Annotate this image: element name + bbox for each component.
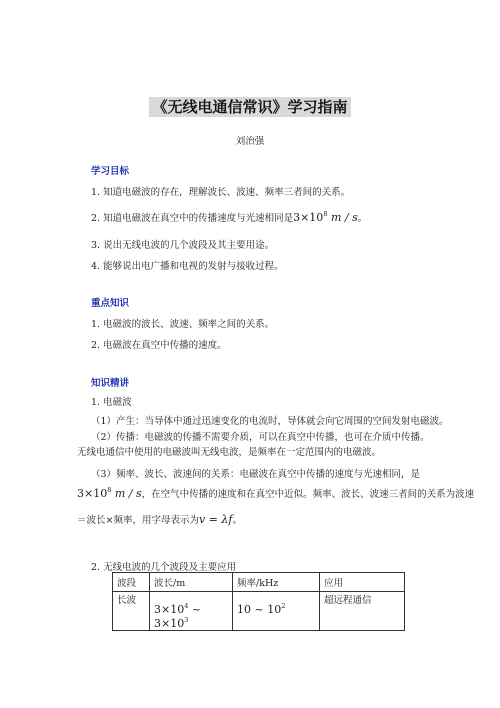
goal-item-2: 2. 知道电磁波在真空中的传播速度与光速相同是$3\times 10^8$ m / s。 — [91, 210, 368, 224]
detail-paragraph-1: （1）产生：当导体中通过迅速变化的电流时，导体就会向它周围的空间发射电磁波。 — [91, 416, 449, 427]
detail-paragraph-4: $3\times 10^8$ m / s，在空气中传播的速度和在真空中近似。频率、波长、波速三者间的关系为波速 — [77, 486, 475, 500]
table-header-cell: 波段 — [113, 573, 150, 592]
key-heading: 重点知识 — [91, 298, 130, 309]
document-title: 《无线电通信常识》学习指南 — [149, 97, 350, 117]
table-header-cell: 波长/m — [150, 573, 233, 592]
wave-formula: v = λf — [198, 513, 233, 526]
speed-formula: $3\times 10^8$ m / s — [293, 210, 358, 224]
detail-paragraph-5: ＝波长×频率，用字母表示为v = λf。 — [77, 513, 242, 526]
table-cell-frequency: 10 ~ $10^2$ — [233, 592, 320, 631]
table-cell-application: 超远程通信 — [320, 592, 405, 631]
author-name: 刘治强 — [235, 136, 265, 147]
detail-paragraph-3: （3）频率、波长、波速间的关系：电磁波在真空中传播的速度与光速相同，是 — [91, 469, 421, 480]
goal-item-3: 3. 说出无线电波的几个波段及其主要用途。 — [91, 240, 275, 251]
section2-heading: 2. 无线电波的几个波段及主要应用 — [91, 562, 237, 573]
goals-heading: 学习目标 — [91, 166, 130, 177]
goal-item-2-text: 2. 知道电磁波在真空中的传播速度与光速相同是 — [91, 213, 294, 224]
detail-paragraph-2: （2）传播：电磁波的传播不需要介质，可以在真空中传播，也可在介质中传播。无线电通信中使用的电磁波叫无线电波，是频率在一定范围内的电磁波。 — [77, 432, 430, 458]
wave-band-table — [112, 572, 405, 631]
table-row — [113, 592, 405, 631]
table-cell-wavelength: $3\times 10^4$ ~ $3\times 10^3$ — [150, 592, 233, 631]
table-cell-band: 长波 — [113, 592, 150, 631]
key-item-1: 1. 电磁波的波长、波速、频率之间的关系。 — [91, 319, 275, 330]
key-item-2: 2. 电磁波在真空中传播的速度。 — [91, 340, 227, 351]
table-header-cell: 应用 — [320, 573, 405, 592]
table-header-cell: 频率/kHz — [233, 573, 320, 592]
goal-item-1: 1. 知道电磁波的存在，理解波长、波速、频率三者间的关系。 — [91, 187, 351, 198]
detail-subheading: 1. 电磁波 — [91, 397, 132, 408]
table-header-row — [113, 573, 405, 592]
detail-heading: 知识精讲 — [91, 378, 130, 389]
goal-item-4: 4. 能够说出电广播和电视的发射与接收过程。 — [91, 261, 284, 272]
document-title-wrap — [0, 96, 500, 117]
speed-formula-2: $3\times 10^8$ m / s — [77, 486, 142, 500]
